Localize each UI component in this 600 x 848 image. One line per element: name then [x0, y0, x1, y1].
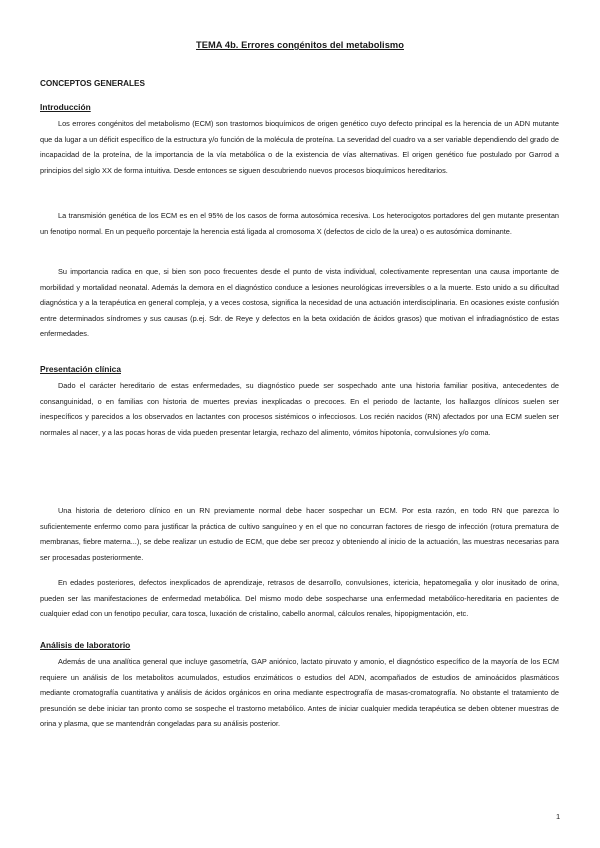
paragraph: Además de una analítica general que incluye gasometría, GAP aniónico, lactato piruvato y amonio, el diagnóstico específico de la mayoría de los ECM requiere un análisis de los metabolitos acumulados, estudios enzimáticos o estudios del ADN, acompañados de estudios de aminoácidos plasmáticos mediante cromatografía cuantitativa y análisis de ácidos orgánicos en orina mediante espectrografía de masas-cromatografía. No obstante el tratamiento de presunción se debe iniciar tan pronto como se sospeche el trastorno metabólico. Antes de iniciar cualquier medida terapéutica se deben obtener muestras de orina y plasma, que se mantendrán congeladas para su análisis posterior. [40, 657, 559, 729]
paragraph: Dado el carácter hereditario de estas enfermedades, su diagnóstico puede ser sospechado ante una historia familiar positiva, antecedentes de consanguinidad, o en familias con historia de muertes previas inexplicadas o precoces. En el periodo de lactante, los hallazgos clínicos suelen ser inespecíficos y parecidos a los observados en lactantes con procesos sistémicos o infecciosos. Los recién nacidos (RN) afectados por una ECM suelen ser normales al nacer, y a las pocas horas de vida pueden presentar letargia, rechazo del alimento, vómitos hipotonía, convulsiones y/o coma. [40, 381, 559, 437]
paragraph: Su importancia radica en que, si bien son poco frecuentes desde el punto de vista individual, colectivamente representan una causa importante de morbilidad y mortalidad neonatal. Además la demora en el diagnóstico conduce a lesiones neurológicas irreversibles o a la muerte. Esto unido a su dificultad diagnóstica y a la terapéutica en general compleja, y a veces costosa, significa la necesidad de una actuación interdisciplinaria. En ocasiones existe confusión entre determinados síndromes y sus causas (p.ej. Sdr. de Reye y defectos en la beta oxidación de ácidos grasos) que motivan el infradiagnóstico de estas enfermedades. [40, 267, 559, 339]
page-number: 1 [556, 812, 561, 821]
paragraph: En edades posteriores, defectos inexplicados de aprendizaje, retrasos de desarrollo, convulsiones, ictericia, hepatomegalia y olor inusitado de orina, pueden ser las manifestaciones de enfermedad metabólica. Del mismo modo debe sospecharse una enfermedad metabólico-hereditaria en pacientes de cualquier edad con un fenotipo peculiar, cara tosca, luxación de cristalino, cabello anormal, cálculos renales, hipopigmentación, etc. [40, 578, 559, 619]
document-title: TEMA 4b. Errores congénitos del metabolismo [196, 40, 404, 50]
paragraph: Los errores congénitos del metabolismo (ECM) son trastornos bioquímicos de origen genético cuyo defecto principal es la herencia de un ADN mutante que da lugar a un déficit específico de la estructura y/o función de la molécula de proteína. La severidad del cuadro va a ser variable dependiendo del grado de incapacidad de la proteína, de la importancia de la vía metabólica o de la existencia de vías alternativas. El origen genético fue postulado por Garrod a principios del siglo XX de forma intuitiva. Desde entonces se siguen descubriendo nuevos procesos bioquímicos hereditarios. [40, 119, 559, 175]
paragraph: La transmisión genética de los ECM es en el 95% de los casos de forma autosómica recesiva. Los heterocigotos portadores del gen mutante presentan un fenotipo normal. En un pequeño porcentaje la herencia está ligada al cromosoma X (defectos de ciclo de la urea) o es autosómica dominante. [40, 211, 559, 236]
section-heading-introduccion: Introducción [40, 102, 91, 112]
section-heading-analisis-laboratorio: Análisis de laboratorio [40, 640, 131, 650]
chapter-heading: CONCEPTOS GENERALES [40, 79, 145, 88]
section-heading-presentacion-clinica: Presentación clínica [40, 364, 121, 374]
paragraph: Una historia de deterioro clínico en un RN previamente normal debe hacer sospechar un ECM. Por esta razón, en todo RN que parezca lo suficientemente enfermo como para justificar la práctica de cultivo sanguíneo y en el que no concurran factores de riesgo de infección (rotura prematura de membranas, fiebre materna...), se debe realizar un estudio de ECM, que debe ser precoz y obteniendo al inicio de la actuación, las muestras necesarias para ser procesadas posteriormente. [40, 506, 559, 562]
